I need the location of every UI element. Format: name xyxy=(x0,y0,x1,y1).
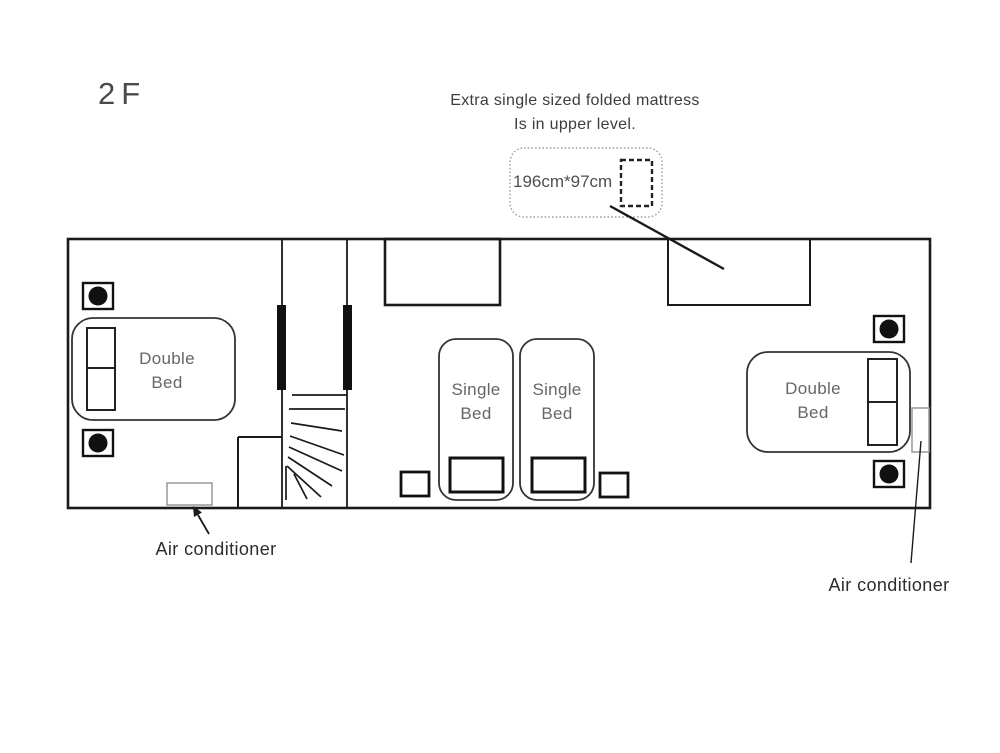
bed-label-line1: Double xyxy=(139,349,195,368)
floor-label: 2F xyxy=(98,76,147,111)
closet-top-left xyxy=(385,239,500,305)
ceiling-light-icon xyxy=(880,465,899,484)
ceiling-light-icon xyxy=(880,320,899,339)
floor-fixture-right xyxy=(600,473,628,497)
stair-treads xyxy=(286,395,347,500)
bed-label-line1: Double xyxy=(785,379,841,398)
single-bed-a-pillow xyxy=(450,458,503,492)
air-conditioner-unit-left xyxy=(167,483,212,505)
ac-right-pointer-line xyxy=(911,441,921,563)
stair-handrail-left xyxy=(277,305,286,390)
stair-handrail-right xyxy=(343,305,352,390)
air-conditioner-right-label: Air conditioner xyxy=(828,575,950,595)
bed-label-line1: Single xyxy=(451,380,501,399)
ceiling-light-icon xyxy=(89,287,108,306)
stair-tread xyxy=(291,423,342,431)
ceiling-light-icon xyxy=(89,434,108,453)
single-bed-b-pillow xyxy=(532,458,585,492)
bed-label-line1: Single xyxy=(532,380,582,399)
single-bed-b-label xyxy=(497,378,617,426)
double-bed-left-label xyxy=(107,347,227,395)
stair-tread xyxy=(288,457,332,486)
bed-label-line2: Bed xyxy=(460,404,492,423)
floor-fixture-left xyxy=(401,472,429,496)
ac-left-pointer-line xyxy=(198,515,209,534)
mattress-note-line1: Extra single sized folded mattress xyxy=(450,92,700,109)
double-bed-right-label xyxy=(753,377,873,425)
bed-label-line2: Bed xyxy=(541,404,573,423)
bed-label-line2: Bed xyxy=(797,403,829,422)
bed-label-line2: Bed xyxy=(151,373,183,392)
stair-tread xyxy=(290,436,344,455)
air-conditioner-left-label: Air conditioner xyxy=(155,539,277,559)
mattress-note-line2: Is in upper level. xyxy=(514,116,636,133)
mattress-size-label: 196cm*97cm xyxy=(513,172,613,191)
folded-mattress-symbol xyxy=(621,160,652,206)
